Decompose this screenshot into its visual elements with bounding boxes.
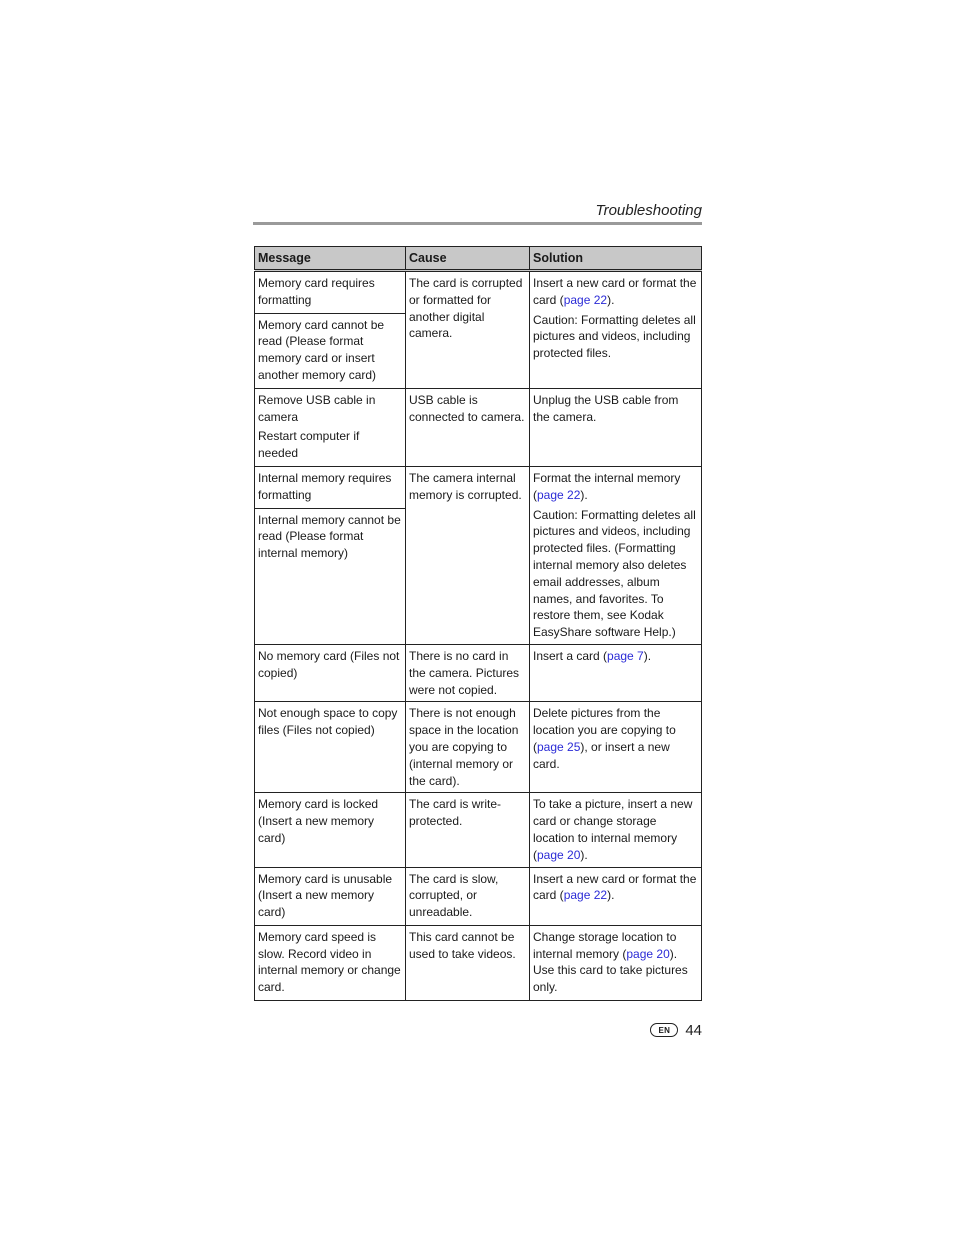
message-entry xyxy=(255,645,405,686)
solution-text-segment: ), or insert a new card. xyxy=(533,739,670,771)
column-header-solution: Solution xyxy=(530,247,702,271)
table-row xyxy=(255,644,702,701)
solution-cell xyxy=(530,271,702,389)
solution-text xyxy=(533,507,698,641)
solution-cell xyxy=(530,644,702,701)
table-row xyxy=(255,466,702,644)
solution-text-segment: Caution: Formatting deletes all pictures and videos, including protected files. xyxy=(533,312,696,361)
solution-text xyxy=(533,796,698,863)
solution-text xyxy=(533,648,698,665)
message-entry xyxy=(255,793,405,850)
solution-text-segment: Insert a new card or format the card ( xyxy=(533,276,697,307)
solution-text xyxy=(533,312,698,362)
solution-text-segment: ). Use this card to take pictures only. xyxy=(533,946,688,995)
page-reference-link[interactable]: page 22 xyxy=(537,487,581,502)
table-body xyxy=(255,271,702,1001)
header-rule xyxy=(253,222,702,225)
message-text: Memory card requires formatting xyxy=(258,276,375,307)
cause-text: There is no card in the camera. Pictures were not copied. xyxy=(409,648,520,697)
message-cell xyxy=(255,271,406,389)
solution-text xyxy=(533,470,698,504)
message-entry xyxy=(255,702,405,743)
cause-cell xyxy=(406,702,530,793)
message-text: Not enough space to copy files (Files not copied) xyxy=(258,706,398,738)
message-text: Memory card speed is slow. Record video in internal memory or change card. xyxy=(258,929,401,995)
message-cell xyxy=(255,388,406,466)
solution-text xyxy=(533,275,698,309)
troubleshooting-table xyxy=(254,246,702,1001)
table-row xyxy=(255,702,702,793)
page-reference-link[interactable]: page 20 xyxy=(537,847,581,862)
table-header-row xyxy=(255,247,702,271)
page-reference-link[interactable]: page 25 xyxy=(537,739,581,754)
message-entry xyxy=(255,926,405,1000)
message-text: Internal memory cannot be read (Please format internal memory) xyxy=(258,512,401,561)
solution-cell xyxy=(530,702,702,793)
cause-cell xyxy=(406,867,530,925)
message-entry xyxy=(255,508,405,566)
solution-text-segment: Change storage location to internal memory ( xyxy=(533,929,677,961)
message-text: Memory card is locked (Insert a new memory card) xyxy=(258,797,379,845)
cause-text: The card is write-protected. xyxy=(409,797,502,829)
solution-text-segment: ). xyxy=(643,648,652,663)
solution-cell xyxy=(530,466,702,644)
message-entry xyxy=(255,467,405,508)
solution-text-segment: Delete pictures from the location you are copying to ( xyxy=(533,706,676,754)
table-row xyxy=(255,793,702,867)
column-header-message: Message xyxy=(255,247,406,271)
cause-text: This card cannot be used to take videos. xyxy=(409,929,516,961)
message-cell xyxy=(255,466,406,644)
message-cell xyxy=(255,925,406,1000)
table-row xyxy=(255,925,702,1000)
section-title: Troubleshooting xyxy=(595,202,702,219)
page-number: 44 xyxy=(685,1021,702,1039)
solution-cell xyxy=(530,867,702,925)
cause-cell xyxy=(406,271,530,389)
page-reference-link[interactable]: page 22 xyxy=(563,888,608,903)
cause-cell xyxy=(406,388,530,466)
solution-text xyxy=(533,871,698,905)
message-text: No memory card (Files not copied) xyxy=(258,648,400,680)
message-entry xyxy=(255,868,405,925)
message-cell xyxy=(255,702,406,793)
solution-text xyxy=(533,392,698,426)
cause-cell xyxy=(406,644,530,701)
cause-text: The card is corrupted or formatted for another digital camera. xyxy=(409,276,523,341)
message-text: Restart computer if needed xyxy=(258,429,360,461)
solution-text-segment: Insert a new card or format the card ( xyxy=(533,871,697,903)
solution-text-segment: ). xyxy=(580,487,588,502)
table-row xyxy=(255,271,702,389)
message-text: Memory card cannot be read (Please format memory card or insert another memory card) xyxy=(258,317,385,382)
solution-cell xyxy=(530,925,702,1000)
solution-text-segment: Format the internal memory ( xyxy=(533,470,681,502)
solution-text xyxy=(533,705,698,772)
solution-text-segment: Unplug the USB cable from the camera. xyxy=(533,392,679,424)
message-entry xyxy=(255,313,405,388)
solution-cell xyxy=(530,388,702,466)
language-badge: EN xyxy=(650,1023,678,1037)
cause-cell xyxy=(406,466,530,644)
cause-text: The card is slow, corrupted, or unreadable. xyxy=(409,871,499,920)
message-text: Remove USB cable in camera xyxy=(258,392,376,424)
message-entry xyxy=(255,272,405,313)
solution-text-segment: Insert a card ( xyxy=(533,648,608,663)
solution-text-segment: Caution: Formatting deletes all pictures and videos, including protected files. (Formatting internal memory also deletes email addresses, album names, and favorites. To restore them, see Kodak EasyShare software Help.) xyxy=(533,507,696,640)
solution-text-segment: ). xyxy=(607,292,615,307)
page-reference-link[interactable]: page 7 xyxy=(607,648,644,663)
solution-cell xyxy=(530,793,702,867)
message-cell xyxy=(255,644,406,701)
cause-cell xyxy=(406,793,530,867)
cause-cell xyxy=(406,925,530,1000)
solution-text-segment: To take a picture, insert a new card or change storage location to internal memory ( xyxy=(533,797,693,862)
page-reference-link[interactable]: page 20 xyxy=(626,946,670,961)
column-header-cause: Cause xyxy=(406,247,530,271)
message-cell xyxy=(255,793,406,867)
message-cell xyxy=(255,867,406,925)
solution-text-segment: ). xyxy=(607,888,615,903)
table-row xyxy=(255,388,702,466)
cause-text: USB cable is connected to camera. xyxy=(409,392,525,424)
table-row xyxy=(255,867,702,925)
page-reference-link[interactable]: page 22 xyxy=(563,292,608,307)
message-text: Internal memory requires formatting xyxy=(258,470,392,502)
message-text: Memory card is unusable (Insert a new memory card) xyxy=(258,871,393,920)
solution-text-segment: ). xyxy=(580,847,588,862)
solution-text xyxy=(533,929,698,996)
cause-text: The camera internal memory is corrupted. xyxy=(409,470,522,502)
cause-text: There is not enough space in the location you are copying to (internal memory or the card). xyxy=(409,706,519,788)
message-entry xyxy=(255,389,405,466)
page-footer xyxy=(646,1020,702,1040)
